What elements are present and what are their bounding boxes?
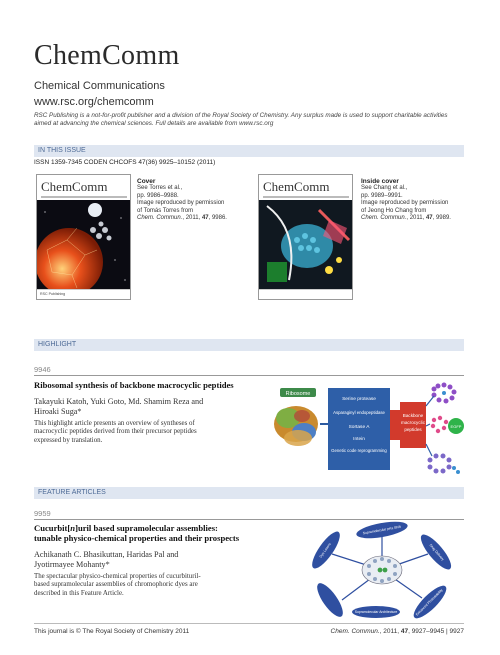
article-page-number: 9946 <box>34 365 51 374</box>
cover-strip <box>263 196 349 198</box>
caption-line: Image reproduced by permission <box>361 200 449 206</box>
article-abstract: The spectacular physico-chemical properties of cucurbituril- based supramolecular assemblies of chromophoric dyes are described in this Feature Article. <box>34 573 201 597</box>
article-title[interactable]: Ribosomal synthesis of backbone macrocyclic peptides <box>34 380 234 390</box>
caption-line: of Jeong Ho Chang from <box>361 207 427 214</box>
cover-footer <box>259 289 352 299</box>
svg-text:Sortase A: Sortase A <box>348 425 370 430</box>
svg-text:Drug Delivery: Drug Delivery <box>428 543 445 562</box>
macrocycle-middle <box>431 416 448 433</box>
section-label: FEATURE ARTICLES <box>38 489 106 496</box>
caption-citation: Chem. Commun., 2011, 47, 9986. <box>137 215 227 221</box>
caption-line: See Torres et al., <box>137 185 183 191</box>
svg-text:Supramolecular pKa Shift: Supramolecular pKa Shift <box>362 524 402 536</box>
article-page-number: 9959 <box>34 509 51 518</box>
svg-text:peptides: peptides <box>404 427 422 432</box>
svg-text:Serine protease: Serine protease <box>342 397 376 402</box>
cover-caption <box>361 178 471 223</box>
ribosome-icon <box>274 406 318 446</box>
svg-text:Dye Lasers: Dye Lasers <box>318 542 332 559</box>
article-authors: Takayuki Katoh, Yuki Goto, Md. Shamim Reza and Hiroaki Suga* <box>34 397 204 416</box>
cover-masthead: ChemComm <box>263 179 330 194</box>
cover-masthead: ChemComm <box>41 179 108 194</box>
svg-text:Enhanced Photostability: Enhanced Photostability <box>415 588 444 617</box>
svg-text:Supramolecular Architecture: Supramolecular Architecture <box>354 610 398 614</box>
issn-line: ISSN 1359-7345 CODEN CHCOFS 47(36) 9925–10152 (2011) <box>34 159 216 166</box>
footer-citation: Chem. Commun., 2011, 47, 9927–9945 | 9927 <box>330 628 464 635</box>
caption-line: of Tomás Torres from <box>137 207 194 214</box>
ribosome-label: Ribosome <box>285 391 311 397</box>
caption-line: Image reproduced by permission <box>137 200 225 206</box>
svg-text:Backbone: Backbone <box>402 413 424 418</box>
caption-line: pp. 9989–9991. <box>361 192 403 199</box>
cover-artwork <box>37 200 131 292</box>
journal-masthead: ChemComm <box>34 40 180 71</box>
publisher-disclaimer: RSC Publishing is a not-for-profit publisher and a division of the Royal Society of Chemistry. Any surplus made is used to support charitable activities aimed at advancing the chemical sciences. Full details are available from www.rsc.org <box>34 112 448 127</box>
caption-citation: Chem. Commun., 2011, 47, 9989. <box>361 215 451 221</box>
section-bar-in-this-issue <box>34 145 464 157</box>
divider-rule <box>34 375 464 376</box>
svg-text:Asparaginyl endopeptidase: Asparaginyl endopeptidase <box>333 410 385 415</box>
journal-subtitle: Chemical Communications <box>34 80 165 92</box>
caption-title: Cover <box>137 178 156 185</box>
section-label: IN THIS ISSUE <box>38 147 86 154</box>
cover-footer: RSC Publishing <box>37 289 130 299</box>
svg-text:Genetic code reprogramming: Genetic code reprogramming <box>331 448 387 453</box>
cover-strip <box>41 196 127 198</box>
svg-text:Intein: Intein <box>353 437 365 442</box>
caption-line: pp. 9986–9988. <box>137 192 179 199</box>
article-title[interactable]: Cucurbit[n]uril based supramolecular assemblies: tunable physico-chemical properties and their prospects <box>34 523 240 543</box>
inside-cover-image[interactable] <box>258 174 353 300</box>
caption-line: See Chang et al., <box>361 185 408 191</box>
front-cover-image[interactable] <box>36 174 131 300</box>
article-abstract: This highlight article presents an overview of syntheses of macrocyclic peptides derived from their precursor peptides expressed by translation. <box>34 420 197 444</box>
macrocycle-bottom <box>428 454 452 474</box>
cover-artwork <box>259 200 353 292</box>
caption-title: Inside cover <box>361 178 399 185</box>
journal-url[interactable]: www.rsc.org/chemcomm <box>34 96 154 108</box>
footer-rule <box>34 623 464 624</box>
cover-caption <box>137 178 247 223</box>
article-authors: Achikanath C. Bhasikuttan, Haridas Pal and Jyotirmayee Mohanty* <box>34 550 179 569</box>
svg-text:macrocyclic: macrocyclic <box>401 420 425 425</box>
highlight-figure <box>268 382 468 486</box>
section-bar-highlight <box>34 339 464 351</box>
feature-figure <box>302 520 462 620</box>
section-label: HIGHLIGHT <box>38 341 77 348</box>
footer-copyright: This journal is © The Royal Society of Chemistry 2011 <box>34 628 190 635</box>
section-bar-feature-articles <box>34 487 464 499</box>
svg-text:EGFP: EGFP <box>450 424 462 429</box>
